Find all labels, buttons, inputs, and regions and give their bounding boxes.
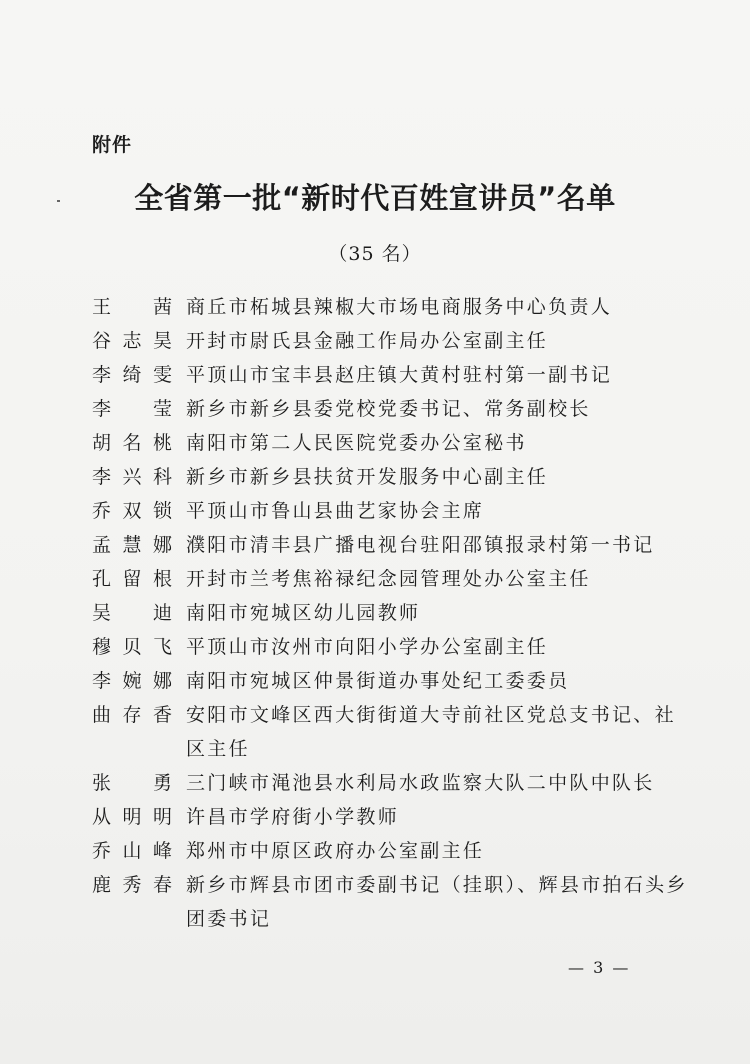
- list-item: [92, 392, 692, 426]
- page-number: — 3 —: [568, 958, 631, 977]
- list-item: [92, 494, 692, 528]
- list-item: [92, 834, 692, 868]
- person-position: 许昌市学府街小学教师: [186, 806, 400, 828]
- person-name: 乔双锁: [92, 500, 172, 522]
- person-position: 安阳市文峰区西大街街道大寺前社区党总支书记、社区主任: [186, 704, 676, 760]
- person-position: 开封市兰考焦裕禄纪念园管理处办公室主任: [186, 568, 591, 590]
- person-name: 吴 迪: [92, 602, 172, 624]
- person-position: 开封市尉氏县金融工作局办公室副主任: [186, 330, 549, 352]
- list-item: [92, 664, 692, 698]
- person-position: 南阳市第二人民医院党委办公室秘书: [186, 432, 527, 454]
- list-item: [92, 460, 692, 494]
- list-item: [92, 596, 692, 630]
- person-position: 南阳市宛城区仲景街道办事处纪工委委员: [186, 670, 570, 692]
- person-position: 平顶山市鲁山县曲艺家协会主席: [186, 500, 485, 522]
- count-subtitle: （35 名）: [328, 243, 422, 265]
- person-name: 王 茜: [92, 296, 172, 318]
- list-item: [92, 698, 692, 766]
- person-position: 平顶山市宝丰县赵庄镇大黄村驻村第一副书记: [186, 364, 613, 386]
- person-position: 平顶山市汝州市向阳小学办公室副主任: [186, 636, 549, 658]
- person-position: 濮阳市清丰县广播电视台驻阳邵镇报录村第一书记: [186, 534, 655, 556]
- person-name: 李婉娜: [92, 670, 172, 692]
- person-name: 胡名桃: [92, 432, 172, 454]
- person-name: 穆贝飞: [92, 636, 172, 658]
- list-item: [92, 562, 692, 596]
- name-list: [92, 290, 692, 936]
- person-name: 曲存香: [92, 704, 172, 726]
- list-item: [92, 324, 692, 358]
- list-item: [92, 868, 692, 936]
- person-position: 南阳市宛城区幼儿园教师: [186, 602, 421, 624]
- person-position: 三门峡市渑池县水利局水政监察大队二中队中队长: [186, 772, 655, 794]
- list-item: [92, 528, 692, 562]
- attachment-label: 附件: [92, 134, 133, 156]
- person-position: 新乡市新乡县委党校党委书记、常务副校长: [186, 398, 591, 420]
- list-item: [92, 630, 692, 664]
- person-name: 从明明: [92, 806, 172, 828]
- person-name: 张 勇: [92, 772, 172, 794]
- list-item: [92, 426, 692, 460]
- person-position: 新乡市新乡县扶贫开发服务中心副主任: [186, 466, 549, 488]
- person-name: 李 莹: [92, 398, 172, 420]
- person-name: 乔山峰: [92, 840, 172, 862]
- list-item: [92, 800, 692, 834]
- person-name: 谷志昊: [92, 330, 172, 352]
- person-position: 郑州市中原区政府办公室副主任: [186, 840, 485, 862]
- list-item: [92, 358, 692, 392]
- list-item: [92, 766, 692, 800]
- person-name: 孟慧娜: [92, 534, 172, 556]
- person-position: 商丘市柘城县辣椒大市场电商服务中心负责人: [186, 296, 613, 318]
- page-title: 全省第一批“新时代百姓宣讲员”名单: [134, 181, 616, 215]
- person-name: 孔留根: [92, 568, 172, 590]
- person-name: 李兴科: [92, 466, 172, 488]
- list-item: [92, 290, 692, 324]
- person-name: 李绮雯: [92, 364, 172, 386]
- person-position: 新乡市辉县市团市委副书记（挂职）、辉县市拍石头乡团委书记: [186, 874, 688, 930]
- person-name: 鹿秀春: [92, 874, 172, 896]
